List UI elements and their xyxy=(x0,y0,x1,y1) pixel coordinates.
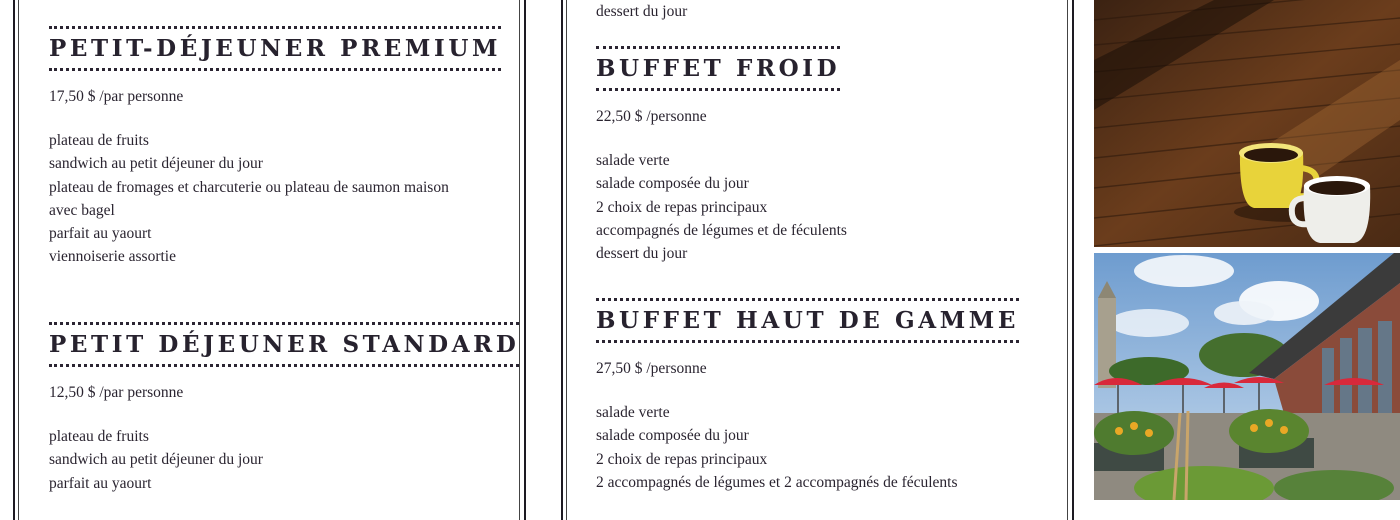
section-title: PETIT-DÉJEUNER PREMIUM xyxy=(49,35,502,62)
menu-item-list xyxy=(596,149,847,265)
menu-item: 2 choix de repas principaux xyxy=(596,198,768,216)
dotted-divider-bottom xyxy=(49,364,519,367)
section-price: 27,50 $ /personne xyxy=(596,360,707,377)
section-title: PETIT DÉJEUNER STANDARD xyxy=(49,331,520,358)
menu-item: 2 choix de repas principaux xyxy=(596,450,768,468)
section-price: 12,50 $ /par personne xyxy=(49,384,184,401)
coffee-cups-illustration xyxy=(1094,0,1400,247)
menu-section-premium-breakfast xyxy=(49,26,501,269)
menu-item-continued: dessert du jour xyxy=(596,3,688,20)
menu-item: sandwich au petit déjeuner du jour xyxy=(49,155,263,173)
menu-item: salade verte xyxy=(596,152,670,169)
menu-item-list xyxy=(596,401,1019,494)
menu-item: plateau de fromages et charcuterie ou plateau de saumon maison xyxy=(49,178,449,196)
menu-item: accompagnés de légumes et de féculents xyxy=(596,221,847,239)
coffee-cups-photo xyxy=(1094,0,1400,247)
dotted-divider-bottom xyxy=(49,68,501,71)
section-price: 17,50 $ /par personne xyxy=(49,88,184,105)
menu-item: 2 accompagnés de légumes et 2 accompagnés de féculents xyxy=(596,473,958,491)
menu-item: salade composée du jour xyxy=(596,175,749,193)
menu-item: dessert du jour xyxy=(596,245,688,263)
menu-item-list xyxy=(49,129,501,269)
menu-item: salade composée du jour xyxy=(596,427,749,445)
terrace-photo xyxy=(1094,253,1400,500)
menu-item: sandwich au petit déjeuner du jour xyxy=(49,451,263,469)
menu-item: salade verte xyxy=(596,404,670,421)
dotted-divider-bottom xyxy=(596,88,840,91)
menu-section-cold-buffet xyxy=(596,46,847,265)
menu-section-standard-breakfast xyxy=(49,322,519,495)
menu-item: parfait au yaourt xyxy=(49,225,152,243)
dotted-divider-bottom xyxy=(596,340,1019,343)
terrace-illustration xyxy=(1094,253,1400,500)
menu-item: plateau de fruits xyxy=(49,428,149,445)
menu-section-premium-buffet xyxy=(596,298,1019,494)
menu-item: parfait au yaourt xyxy=(49,474,152,492)
menu-item: plateau de fruits xyxy=(49,132,149,149)
section-price: 22,50 $ /personne xyxy=(596,108,707,125)
section-title: BUFFET HAUT DE GAMME xyxy=(596,307,1019,334)
menu-item-list xyxy=(49,425,519,495)
menu-item: viennoiserie assortie xyxy=(49,248,176,266)
menu-item: avec bagel xyxy=(49,201,115,219)
section-title: BUFFET FROID xyxy=(596,55,841,82)
